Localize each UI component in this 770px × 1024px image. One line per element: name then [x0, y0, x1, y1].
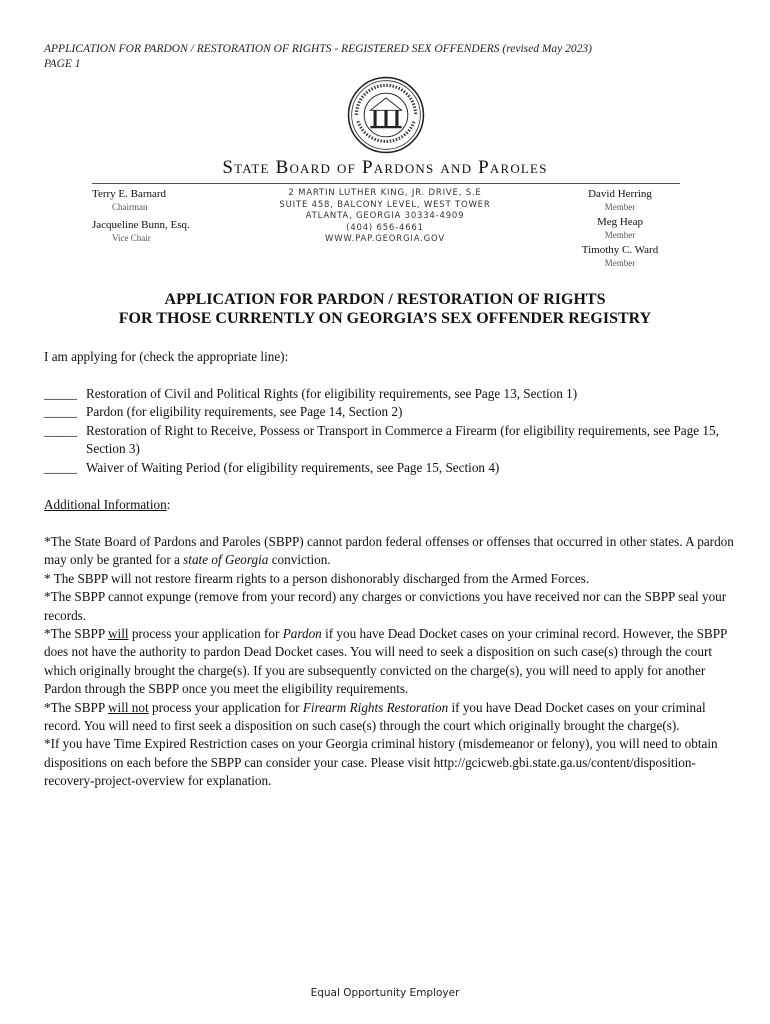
member-name: Meg Heap: [596, 216, 644, 228]
note-time-expired-restriction: *If you have Time Expired Restriction cases on your Georgia criminal history (misdemeanor or felony), you will need to obtain dispositions on each before the SBPP can consider your case. Please visit http://gcicweb.gbi.state.ga.us/content/disposition-recovery-project-overview for explanation.: [44, 736, 718, 789]
option-label: Restoration of Civil and Political Rights (for eligibility requirements, see Page 13, Section 1): [86, 386, 578, 401]
officer-name: Terry E. Barnard: [92, 188, 167, 200]
note-text: *The State Board of Pardons and Paroles (SBPP) cannot pardon federal offenses or offenses that occurred in other states. A pardon may only be granted for a: [44, 534, 734, 568]
option-civil-political-rights[interactable]: [44, 385, 734, 403]
member-name: Timothy C. Ward: [581, 244, 659, 256]
note-emphasis: Pardon: [282, 626, 322, 642]
state-board-seal-icon: [347, 76, 425, 154]
note-text: *The SBPP: [44, 626, 108, 642]
phone-number: (404) 656-4661: [346, 222, 424, 233]
footer-equal-opportunity: Equal Opportunity Employer: [310, 987, 460, 999]
board-title: State Board of Pardons and Paroles: [222, 157, 548, 178]
option-pardon[interactable]: [44, 403, 734, 421]
check-line[interactable]: _____: [44, 386, 77, 401]
note-firearm-discharge: * The SBPP will not restore firearm rights to a person dishonorably discharged from the Armed Forces.: [44, 570, 590, 586]
form-title-line: APPLICATION FOR PARDON / RESTORATION OF RIGHTS: [164, 291, 606, 308]
address-line: ATLANTA, GEORGIA 30334-4909: [305, 211, 465, 221]
letterhead-left-column: [92, 188, 190, 245]
letterhead-right-column: [560, 188, 680, 270]
note-emphasis: Firearm Rights Restoration: [302, 699, 449, 715]
note-underline: will not: [108, 699, 149, 715]
note-text: process your application for: [148, 699, 303, 715]
header-page-number: PAGE 1: [44, 58, 81, 70]
option-label: Restoration of Right to Receive, Possess or Transport in Commerce a Firearm (for eligibility requirements, see Page 15, Section 3): [86, 422, 719, 457]
notes-section: [44, 533, 734, 791]
header-title: APPLICATION FOR PARDON / RESTORATION OF RIGHTS - REGISTERED SEX OFFENDERS (revised May 2023): [44, 43, 592, 55]
note-emphasis: state of Georgia: [183, 552, 269, 568]
check-line[interactable]: _____: [44, 404, 77, 420]
note-expunge: *The SBPP cannot expunge (remove from your record) any charges or convictions you have received nor can the SBPP seal your records.: [44, 589, 727, 623]
address-line: 2 MARTIN LUTHER KING, JR. DRIVE, S.E: [288, 188, 482, 198]
letterhead-address: [260, 188, 510, 246]
member-role: Member: [604, 202, 636, 212]
letterhead-divider: [92, 183, 680, 184]
note-text: if you have Dead Docket cases on your criminal record. However, the SBPP does not have the authority to pardon Dead Docket cases. You will need to seek a disposition on such case(s) through the court which originally brought the charge(s). If you are subsequently convicted on the charge(s), you will need to apply for another Pardon through the SBPP once you meet the eligibility requirements.: [44, 626, 727, 697]
member-role: Member: [604, 230, 636, 240]
form-intro: I am applying for (check the appropriate line):: [44, 349, 289, 364]
colon: :: [166, 497, 171, 512]
officer-role: Chairman: [112, 202, 148, 212]
document-header: [44, 42, 592, 72]
officer-name: Jacqueline Bunn, Esq.: [92, 219, 190, 231]
form-title: [0, 290, 770, 328]
option-firearm-rights[interactable]: [44, 422, 734, 459]
option-waiver-waiting-period[interactable]: [44, 459, 734, 477]
address-line: SUITE 458, BALCONY LEVEL, WEST TOWER: [279, 199, 491, 210]
note-text: conviction.: [268, 552, 331, 568]
option-label: Pardon (for eligibility requirements, see Page 14, Section 2): [86, 404, 403, 420]
additional-info-heading: [44, 496, 734, 514]
note-dead-docket-pardon: [44, 625, 734, 699]
application-options: [44, 385, 734, 477]
check-line[interactable]: _____: [44, 459, 77, 475]
website: WWW.PAP.GEORGIA.GOV: [325, 234, 445, 244]
officer-role: Vice Chair: [112, 233, 151, 243]
note-text: *The SBPP: [44, 699, 108, 715]
note-text: if you have Dead Docket cases on your criminal record. You will need to first seek a disposition on such case(s) through the court which originally brought the charge(s).: [44, 699, 706, 734]
check-line[interactable]: _____: [44, 422, 77, 438]
additional-info-label: Additional Information: [44, 497, 167, 512]
note-text: process your application for: [128, 626, 283, 642]
option-label: Waiver of Waiting Period (for eligibility requirements, see Page 15, Section 4): [86, 459, 500, 475]
note-underline: will: [108, 626, 129, 642]
member-name: David Herring: [588, 188, 652, 200]
note-federal-offenses: [44, 533, 734, 570]
note-dead-docket-firearm: [44, 699, 734, 736]
form-title-line: FOR THOSE CURRENTLY ON GEORGIA’S SEX OFFENDER REGISTRY: [118, 310, 652, 327]
member-role: Member: [604, 258, 636, 268]
